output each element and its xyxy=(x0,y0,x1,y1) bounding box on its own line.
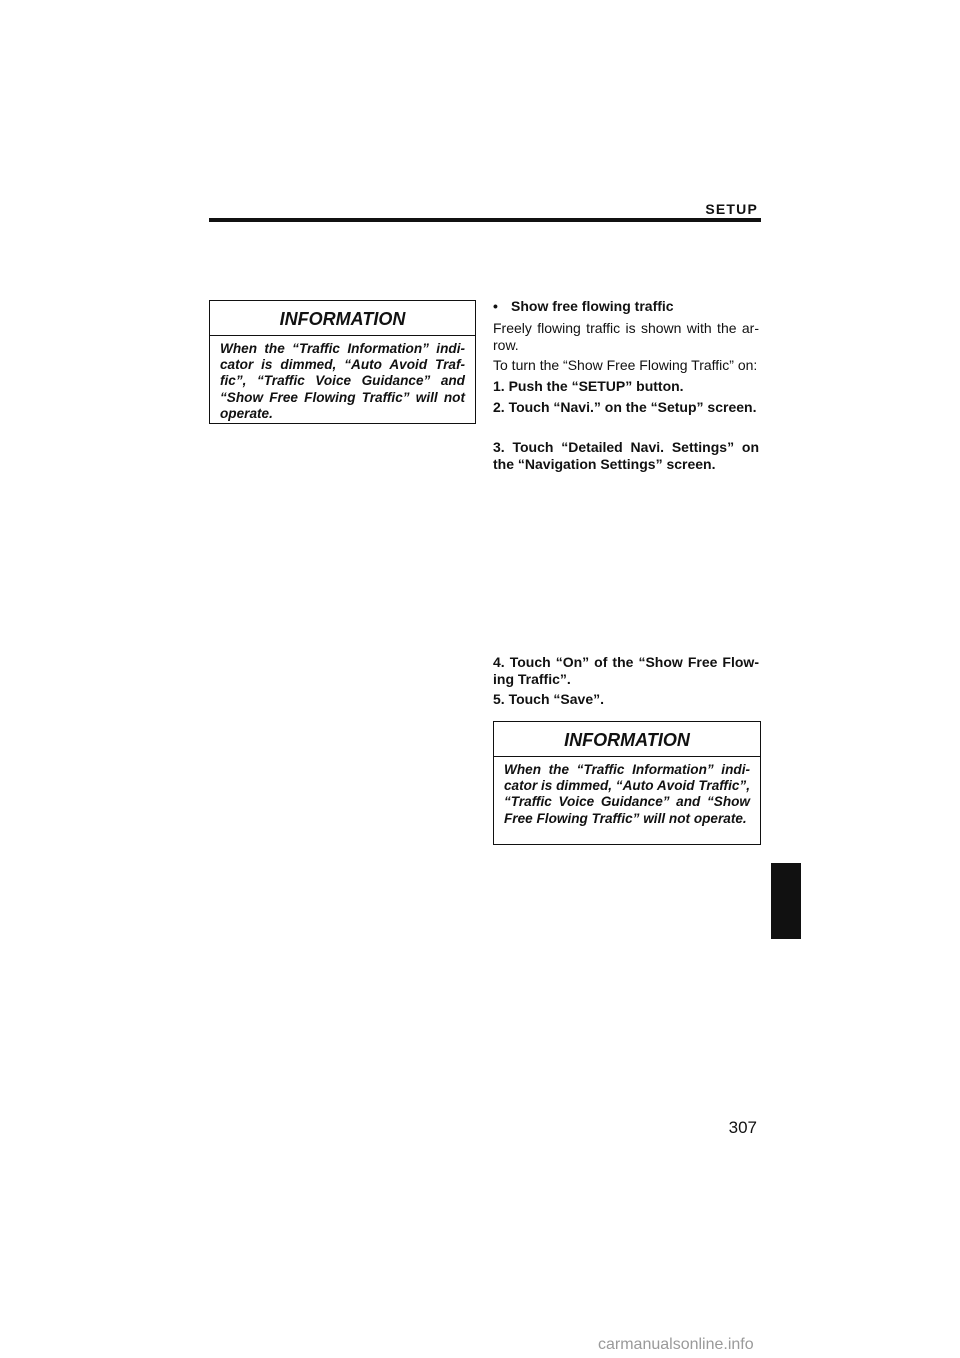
information-body: When the “Traffic Information” indicator is dimmed, “Auto Avoid Traffic”, “Traffic Voice Guidance” and “Show Free Flowing Traffic” will not operate. xyxy=(504,762,750,826)
step-5: 5. Touch “Save”. xyxy=(493,691,604,707)
bullet-icon: • xyxy=(493,298,498,314)
section-header-label: SETUP xyxy=(705,201,758,217)
information-title: INFORMATION xyxy=(494,728,760,757)
bullet-heading xyxy=(493,297,759,315)
header-rule xyxy=(209,218,761,222)
step-2: 2. Touch “Navi.” on the “Setup” screen. xyxy=(493,399,757,415)
watermark-link[interactable]: carmanualsonline.info xyxy=(598,1336,754,1353)
page-number: 307 xyxy=(728,1118,757,1137)
information-title: INFORMATION xyxy=(210,307,475,336)
step-4: 4. Touch “On” of the “Show Free Flowing Traffic”. xyxy=(493,654,759,687)
heading-text: Show free flowing traffic xyxy=(511,298,674,314)
information-box-right xyxy=(493,721,761,845)
information-box-left xyxy=(209,300,476,424)
section-tab-marker xyxy=(771,863,801,939)
intro-paragraph: Freely flowing traffic is shown with the arrow. xyxy=(493,320,759,353)
instruction-paragraph: To turn the “Show Free Flowing Traffic” on: xyxy=(493,357,758,373)
step-1: 1. Push the “SETUP” button. xyxy=(493,378,684,394)
step-3: 3. Touch “Detailed Navi. Settings” on the “Navigation Settings” screen. xyxy=(493,439,759,472)
information-body: When the “Traffic Information” indicator is dimmed, “Auto Avoid Traffic”, “Traffic Voice Guidance” and “Show Free Flowing Traffic” will not operate. xyxy=(220,341,465,421)
